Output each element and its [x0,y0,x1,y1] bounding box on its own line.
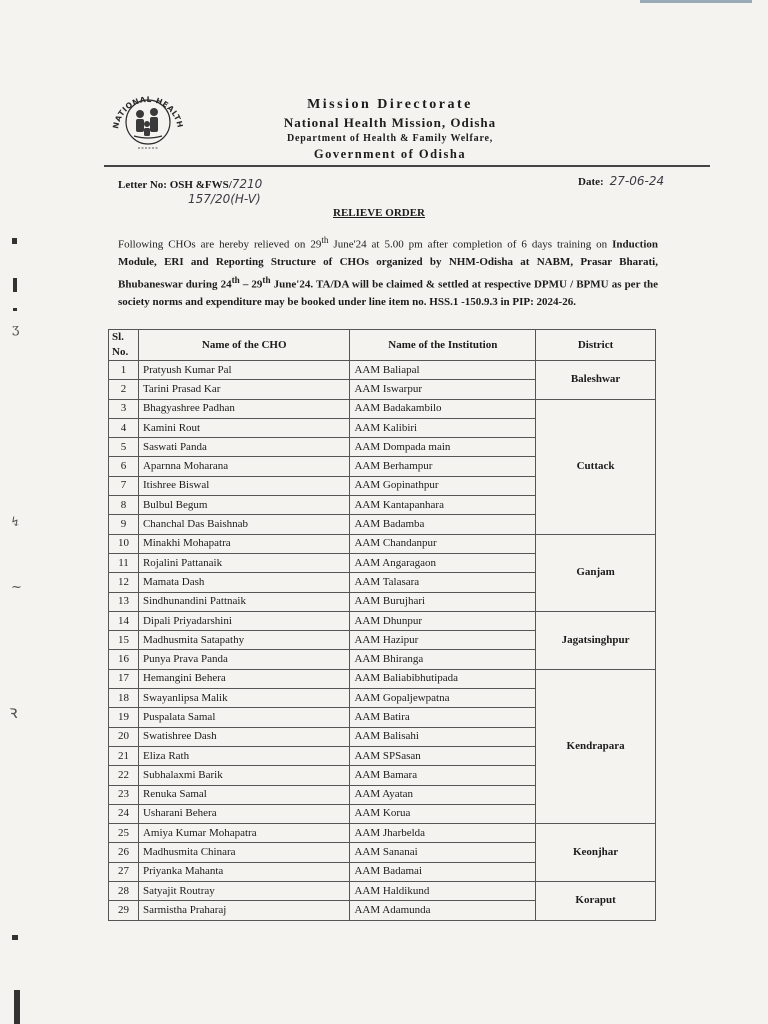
cell-institution: AAM Kantapanhara [350,496,536,515]
scan-mark-glyph: ʒ [12,322,20,337]
cell-slno: 8 [109,496,139,515]
letter-number-handwritten: 7210 [231,177,263,191]
para-bold: Induction Module, ERI and Reporting Structure of CHOs organized by NHM-Odisha at NABM, Prasar Bharati, Bhubaneswar during 24 [118,238,658,291]
para-sup: th [262,274,271,285]
header-line-3: Department of Health & Family Welfare, [286,133,494,144]
scan-mark [13,278,17,292]
cell-cho-name: Bulbul Begum [138,496,350,515]
cell-institution: AAM Batira [350,708,536,727]
cell-cho-name: Subhalaxmi Barik [138,766,350,785]
cell-cho-name: Priyanka Mahanta [138,862,350,881]
scan-mark [12,935,18,940]
cell-cho-name: Chanchal Das Baishnab [138,515,350,534]
cell-slno: 29 [109,901,139,920]
date-handwritten: 27-06-24 [609,174,665,188]
cell-slno: 21 [109,746,139,765]
cell-slno: 2 [109,380,139,399]
cell-slno: 19 [109,708,139,727]
cell-slno: 11 [109,553,139,572]
cell-institution: AAM Baliapal [350,361,536,380]
cell-institution: AAM Gopinathpur [350,476,536,495]
document-title: RELIEVE ORDER [333,207,425,219]
cell-slno: 26 [109,843,139,862]
cell-institution: AAM Bhiranga [350,650,536,669]
cell-district: Kendrapara [536,669,656,823]
cell-institution: AAM Bamara [350,766,536,785]
scan-mark [13,308,17,311]
col-header-slno: Sl. No. [109,330,139,361]
cell-institution: AAM Balisahi [350,727,536,746]
header-line-1: Mission Directorate [307,97,473,112]
cell-cho-name: Usharani Behera [138,804,350,823]
cell-district: Jagatsinghpur [536,611,656,669]
cell-cho-name: Bhagyashree Padhan [138,399,350,418]
cell-cho-name: Aparnna Moharana [138,457,350,476]
cell-slno: 17 [109,669,139,688]
cell-slno: 1 [109,361,139,380]
col-header-institution: Name of the Institution [350,330,536,361]
cell-district: Keonjhar [536,824,656,882]
cell-cho-name: Kamini Rout [138,418,350,437]
cell-slno: 7 [109,476,139,495]
para-sup: th [321,235,329,245]
cell-slno: 12 [109,573,139,592]
cell-institution: AAM Gopaljewpatna [350,689,536,708]
letter-number [118,177,262,191]
cell-institution: AAM Talasara [350,573,536,592]
date-label: Date: [578,176,604,188]
cell-institution: AAM Iswarpur [350,380,536,399]
scan-mark-glyph: ꝛ [9,702,18,723]
cell-institution: AAM Ayatan [350,785,536,804]
cell-institution: AAM Badamai [350,862,536,881]
cell-institution: AAM Angaragaon [350,553,536,572]
letter-number-handwritten-2: 157/20(H-V) [188,192,261,206]
para-bold: – 29 [239,278,263,291]
cell-institution: AAM Dompada main [350,438,536,457]
cell-institution: AAM Adamunda [350,901,536,920]
cell-cho-name: Saswati Panda [138,438,350,457]
cell-slno: 15 [109,631,139,650]
cell-slno: 6 [109,457,139,476]
cell-institution: AAM Kalibiri [350,418,536,437]
cell-institution: AAM SPSasan [350,746,536,765]
cell-slno: 23 [109,785,139,804]
scan-mark-glyph: ~ [11,580,22,595]
cell-slno: 27 [109,862,139,881]
cell-slno: 24 [109,804,139,823]
cell-institution: AAM Badakambilo [350,399,536,418]
header-line-4: Government of Odisha [313,147,467,161]
table-row [109,669,656,688]
cell-district: Cuttack [536,399,656,534]
cell-slno: 3 [109,399,139,418]
cell-institution: AAM Hazipur [350,631,536,650]
cell-slno: 25 [109,824,139,843]
cell-institution: AAM Haldikund [350,882,536,901]
table-row [109,361,656,380]
cell-cho-name: Dipali Priyadarshini [138,611,350,630]
para-bold: June'24. TA/DA will be claimed & settled at respective DPMU / BPMU as per the society norms and expenditure may be booked under line item no. HSS.1 -150.9.3 in PIP: 2024-26. [118,278,659,308]
cell-slno: 16 [109,650,139,669]
cell-institution: AAM Korua [350,804,536,823]
cell-slno: 10 [109,534,139,553]
table-body [109,361,656,921]
scan-edge-bar [640,0,752,3]
cell-district: Baleshwar [536,361,656,400]
cell-slno: 18 [109,689,139,708]
cell-cho-name: Pratyush Kumar Pal [138,361,350,380]
cell-cho-name: Madhusmita Chinara [138,843,350,862]
cell-institution: AAM Baliabibhutipada [350,669,536,688]
cell-institution: AAM Badamba [350,515,536,534]
cell-institution: AAM Dhunpur [350,611,536,630]
cell-district: Ganjam [536,534,656,611]
cell-slno: 22 [109,766,139,785]
nhm-emblem-icon [104,78,192,166]
cell-cho-name: Amiya Kumar Mohapatra [138,824,350,843]
cell-slno: 13 [109,592,139,611]
cell-slno: 14 [109,611,139,630]
cell-cho-name: Itishree Biswal [138,476,350,495]
cell-cho-name: Rojalini Pattanaik [138,553,350,572]
table-row [109,824,656,843]
cell-cho-name: Sindhunandini Pattnaik [138,592,350,611]
table-header-row [109,330,656,361]
scan-mark [12,238,17,244]
table-row [109,399,656,418]
para-sup: th [231,274,240,285]
cell-cho-name: Hemangini Behera [138,669,350,688]
letter-date [578,174,664,188]
header-divider [104,165,710,167]
cell-cho-name: Puspalata Samal [138,708,350,727]
order-paragraph [118,232,658,311]
cell-cho-name: Satyajit Routray [138,882,350,901]
para-text: June'24 at 5.00 pm after completion of 6 days training on [328,238,613,251]
cell-cho-name: Punya Prava Panda [138,650,350,669]
cell-cho-name: Mamata Dash [138,573,350,592]
cell-institution: AAM Chandanpur [350,534,536,553]
header-line-2: National Health Mission, Odisha [283,115,497,130]
cell-cho-name: Swatishree Dash [138,727,350,746]
cell-cho-name: Renuka Samal [138,785,350,804]
cell-slno: 20 [109,727,139,746]
cell-cho-name: Swayanlipsa Malik [138,689,350,708]
cell-slno: 5 [109,438,139,457]
letter-number-label: Letter No: OSH &FWS/ [118,179,232,191]
table-row [109,611,656,630]
cell-cho-name: Minakhi Mohapatra [138,534,350,553]
cell-slno: 4 [109,418,139,437]
col-header-district: District [536,330,656,361]
scan-mark-glyph: ↯ [10,515,21,530]
cell-cho-name: Tarini Prasad Kar [138,380,350,399]
cell-cho-name: Madhusmita Satapathy [138,631,350,650]
cell-slno: 9 [109,515,139,534]
para-text: Following CHOs are hereby relieved on 29 [118,238,322,251]
cell-district: Koraput [536,882,656,921]
cell-institution: AAM Jharbelda [350,824,536,843]
cho-table [108,329,656,921]
scan-mark [14,990,20,1024]
cell-cho-name: Sarmistha Praharaj [138,901,350,920]
col-header-name: Name of the CHO [138,330,350,361]
cell-institution: AAM Burujhari [350,592,536,611]
cell-cho-name: Eliza Rath [138,746,350,765]
svg-text:NATIONAL HEALTH MISSION: NATIONAL HEALTH [111,94,185,130]
table-row [109,882,656,901]
cell-slno: 28 [109,882,139,901]
cell-institution: AAM Berhampur [350,457,536,476]
table-row [109,534,656,553]
cell-institution: AAM Sananai [350,843,536,862]
